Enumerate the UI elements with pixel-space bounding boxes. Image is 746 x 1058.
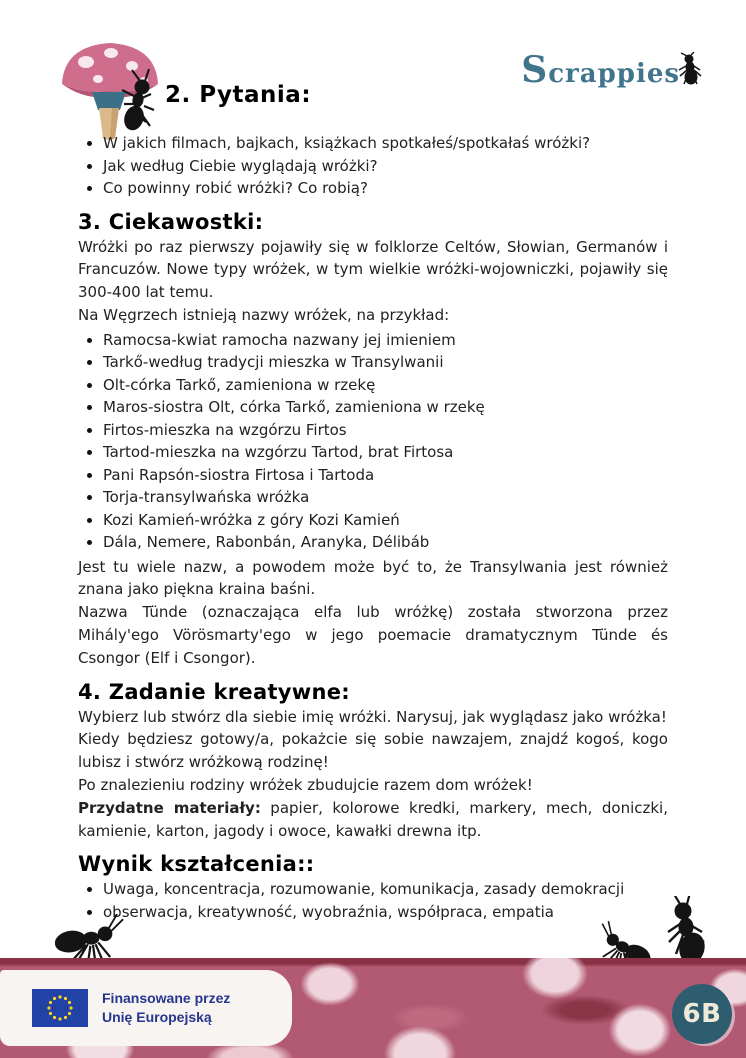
scrappies-logo-ant-icon (676, 52, 706, 86)
wynik-list (78, 878, 668, 923)
list-item: Pani Rapsón-siostra Firtosa i Tartoda (78, 464, 668, 487)
list-item: Dála, Nemere, Rabonbán, Aranyka, Délibáb (78, 531, 668, 554)
section-title-ciekawostki: 3. Ciekawostki: (78, 209, 264, 234)
pytania-list (78, 132, 668, 200)
scrappies-logo-text: Scrappies (521, 49, 680, 91)
list-item: Firtos-mieszka na wzgórzu Firtos (78, 419, 668, 442)
list-item: W jakich filmach, bajkach, książkach spotkałeś/spotkałaś wróżki? (78, 132, 668, 155)
materials-label: Przydatne materiały: (78, 798, 261, 817)
list-item: Tarkő-według tradycji mieszka w Transylwanii (78, 351, 668, 374)
list-item: Tartod-mieszka na wzgórzu Tartod, brat Firtosa (78, 441, 668, 464)
eu-funding-text (102, 989, 230, 1027)
list-item: Maros-siostra Olt, córka Tarkő, zamieniona w rzekę (78, 396, 668, 419)
page-header (0, 0, 746, 126)
eu-funding-line2: Unię Europejską (102, 1009, 212, 1025)
mushroom-ant-illustration (54, 30, 166, 142)
list-item: Kozi Kamień-wróżka z góry Kozi Kamień (78, 509, 668, 532)
eu-flag-icon (32, 989, 88, 1027)
section-title-zadanie: 4. Zadanie kreatywne: (78, 679, 350, 704)
eu-funding-box (0, 970, 292, 1046)
content-column (0, 126, 746, 923)
ciekawostki-paragraph-3: Jest tu wiele nazw, a powodem może być to, że Transylwania jest również znana jako piękna kraina baśni. (78, 557, 668, 599)
ciekawostki-paragraph-1: Wróżki po raz pierwszy pojawiły się w folklorze Celtów, Słowian, Germanów i Francuzów. Nowe typy wróżek, w tym wielkie wróżki-wojowniczki, pojawiły się 300-400 lat temu. (78, 237, 668, 302)
section-title-wynik: Wynik kształcenia:: (78, 852, 315, 877)
scrappies-logo (521, 49, 706, 91)
footer-watercolor-band (0, 958, 746, 1058)
eu-funding-line1: Finansowane przez (102, 990, 231, 1007)
ciekawostki-paragraph-4: Nazwa Tünde (oznaczająca elfa lub wróżkę) została stworzona przez Mihály'ego Vörösmarty'ego w jego poemacie dramatycznym Tünde és Csongor (Elf i Csongor). (78, 603, 668, 667)
ciekawostki-paragraph-2: Na Węgrzech istnieją nazwy wróżek, na przykład: (78, 305, 450, 324)
zadanie-materials (78, 797, 668, 843)
page-badge: 6B (672, 984, 732, 1044)
zadanie-paragraph-2: Kiedy będziesz gotowy/a, pokażcie się sobie nawzajem, znajdź kogoś, kogo lubisz i stwórz wróżkową rodzinę! (78, 730, 668, 772)
list-item: Ramocsa-kwiat ramocha nazwany jej imieniem (78, 329, 668, 352)
wrozki-names-list (78, 329, 668, 554)
list-item: Olt-córka Tarkő, zamieniona w rzekę (78, 374, 668, 397)
zadanie-paragraph-1: Wybierz lub stwórz dla siebie imię wróżki. Narysuj, jak wyglądasz jako wróżka! (78, 707, 667, 726)
list-item: obserwacja, kreatywność, wyobraźnia, współpraca, empatia (78, 901, 668, 924)
materials-text: papier, kolorowe kredki, markery, mech, doniczki, kamienie, karton, jagody i owoce, kawałki drewna itp. (78, 798, 668, 840)
zadanie-paragraph-3: Po znalezieniu rodziny wróżek zbudujcie razem dom wróżek! (78, 776, 533, 795)
section-title-pytania: 2. Pytania: (165, 82, 312, 108)
list-item: Jak według Ciebie wyglądają wróżki? (78, 155, 668, 178)
list-item: Co powinny robić wróżki? Co robią? (78, 177, 668, 200)
list-item: Uwaga, koncentracja, rozumowanie, komunikacja, zasady demokracji (78, 878, 668, 901)
list-item: Torja-transylwańska wróżka (78, 486, 668, 509)
